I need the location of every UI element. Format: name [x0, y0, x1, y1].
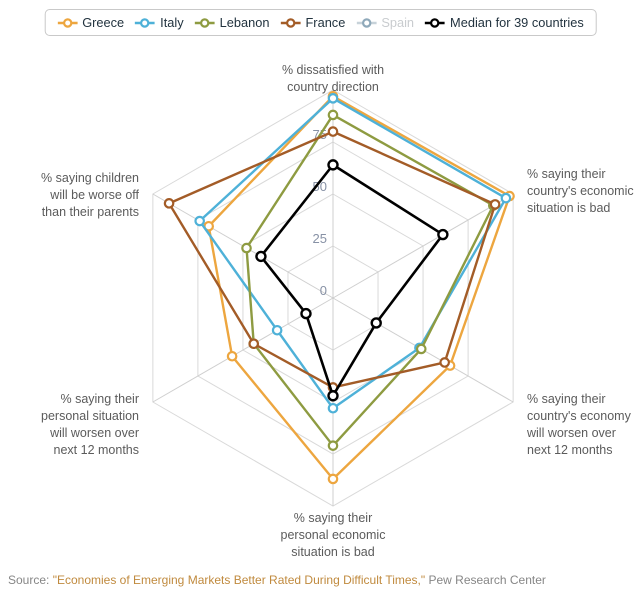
axis-label-saying-their-country-s-economy-will-wors: % saying their country's economy will worsen over next 12 months [527, 392, 631, 457]
scale-tick-50: 50 [312, 179, 327, 194]
legend [44, 9, 597, 36]
marker-ring [142, 19, 149, 26]
axis-label-saying-their-country-s-economic-situatio: % saying their country's economic situation is bad [527, 167, 634, 215]
scale-tick-0: 0 [319, 283, 327, 298]
series-lebanon-line [247, 115, 494, 446]
legend-item-lebanon[interactable] [195, 15, 270, 30]
source-line [8, 573, 546, 587]
series-lebanon-marker-5 [242, 244, 250, 252]
series-greece-line [209, 96, 510, 479]
series-marker-icon [195, 17, 215, 29]
axis-label-dissatisfied-with-country-direction: % dissatisfied with country direction [281, 63, 385, 94]
series-median-for-39-countries-marker-1 [438, 230, 447, 239]
series-greece-marker-3 [329, 475, 337, 483]
series-lebanon-marker-3 [329, 441, 337, 449]
legend-item-label: Lebanon [219, 15, 270, 30]
legend-item-spain[interactable] [356, 15, 414, 30]
legend-item-label: Italy [160, 15, 184, 30]
legend-item-france[interactable] [280, 15, 345, 30]
series-marker-icon [135, 17, 155, 29]
series-france-marker-5 [165, 199, 173, 207]
series-france-marker-1 [491, 200, 499, 208]
series-lebanon-marker-0 [329, 111, 337, 119]
series-marker-icon [280, 17, 300, 29]
series-marker-icon [425, 17, 445, 29]
legend-item-label: Median for 39 countries [450, 15, 584, 30]
series-italy-marker-4 [273, 326, 281, 334]
legend-item-label: Spain [381, 15, 415, 30]
series-italy-marker-5 [196, 217, 204, 225]
scale-tick-75: 75 [312, 127, 327, 142]
series-italy-marker-1 [502, 194, 510, 202]
legend-item-median-for-39-countries[interactable] [425, 15, 584, 30]
series-median-for-39-countries-marker-5 [256, 252, 265, 261]
marker-ring [201, 19, 208, 26]
series-median-for-39-countries-marker-2 [372, 318, 381, 327]
series-marker-icon [57, 17, 77, 29]
series-median-for-39-countries-marker-4 [301, 309, 310, 318]
series-france-marker-0 [329, 127, 337, 135]
source-suffix: Pew Research Center [425, 573, 546, 587]
source-prefix: Source: [8, 573, 53, 587]
axis-label-saying-children-will-be-worse-off-than-t: % saying children will be worse off than their parents [41, 171, 139, 219]
series-marker-icon [356, 17, 376, 29]
legend-item-greece[interactable] [57, 15, 124, 30]
series-median-for-39-countries-marker-0 [329, 160, 338, 169]
series-median-for-39-countries-marker-3 [329, 391, 338, 400]
series-lebanon-marker-2 [417, 345, 425, 353]
marker-ring [64, 19, 71, 26]
scale-tick-25: 25 [312, 231, 327, 246]
marker-ring [287, 19, 294, 26]
marker-ring [431, 19, 438, 26]
legend-item-italy[interactable] [135, 15, 183, 30]
series-france-marker-2 [440, 358, 448, 366]
series-greece-marker-4 [228, 352, 236, 360]
series-italy-marker-3 [329, 404, 337, 412]
series-france-marker-4 [250, 340, 258, 348]
axis-label-saying-their-personal-economic-situation: % saying their personal economic situation is bad [280, 511, 386, 559]
axis-label-saying-their-personal-situation-will-wor: % saying their personal situation will worsen over next 12 months [41, 392, 139, 457]
legend-item-label: Greece [82, 15, 125, 30]
marker-ring [363, 19, 370, 26]
legend-item-label: France [305, 15, 346, 30]
source-link[interactable]: "Economies of Emerging Markets Better Rated During Difficult Times," [52, 573, 426, 587]
